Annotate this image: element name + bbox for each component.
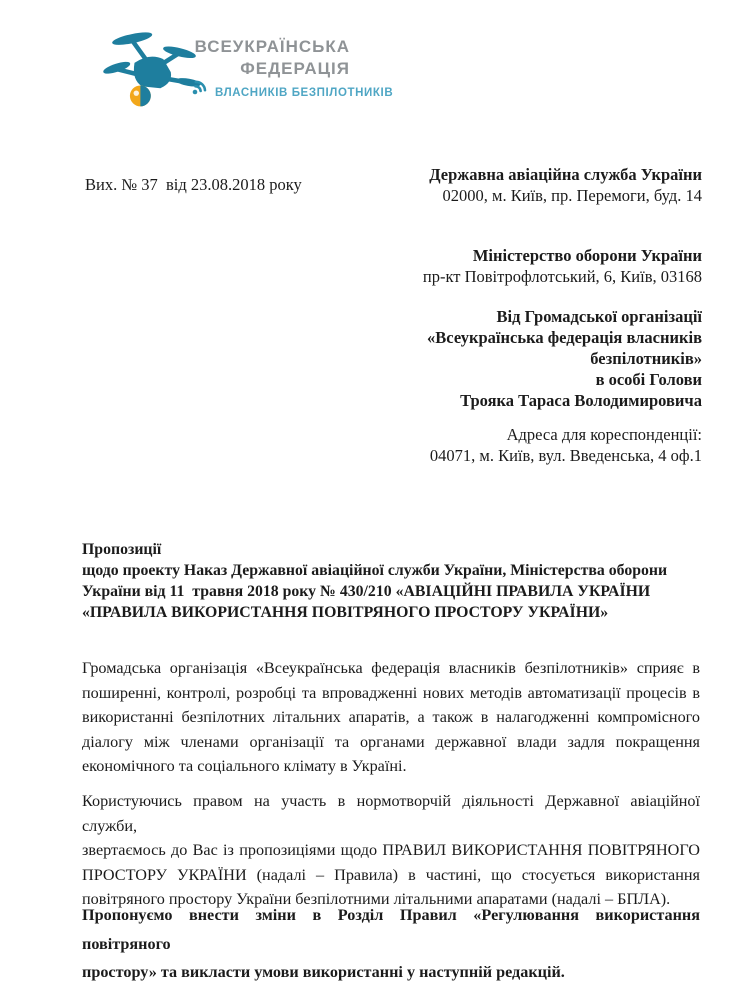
logo-text: [188, 36, 394, 99]
subject-heading: [82, 539, 667, 623]
recipient-name: Державна авіаційна служба України: [429, 165, 702, 184]
recipient-ministry-defense: [282, 245, 702, 287]
body-paragraph-3: [82, 901, 700, 987]
paragraph-line: повітряного простору України безпілотними літальними апаратами (надалі – БПЛА).: [82, 890, 671, 908]
paragraph-line: поширенні, контролі, розробці та впровадженні нових методів автоматизації процесів в: [82, 683, 700, 702]
subject-line-4: «ПРАВИЛА ВИКОРИСТАННЯ ПОВІТРЯНОГО ПРОСТОРУ УКРАЇНИ»: [82, 604, 609, 621]
wifi-signal-icon: [188, 73, 214, 97]
outgoing-reference: Вих. № 37 від 23.08.2018 року: [85, 175, 302, 194]
correspondence-label: Адреса для кореспонденції:: [506, 425, 702, 444]
correspondence-address: [282, 424, 702, 466]
logo-title-line1: ВСЕУКРАЇНСЬКА: [194, 37, 350, 56]
sender-line: в особі Голови: [595, 370, 702, 389]
sender-line: Від Громадської організації: [496, 307, 702, 326]
recipient-address: пр-кт Повітрофлотський, 6, Київ, 03168: [422, 267, 702, 286]
paragraph-line: Пропонуємо внести зміни в Розділ Правил «Регулювання використання повітряного: [82, 906, 700, 953]
correspondence-value: 04071, м. Київ, вул. Введенська, 4 оф.1: [429, 446, 702, 465]
paragraph-line: використанні безпілотних літальних апаратів, а також в налагодженні компромісного: [82, 708, 700, 726]
body-paragraph-1: [82, 656, 700, 779]
recipients-block: [282, 164, 702, 466]
paragraph-line: Громадська організація «Всеукраїнська федерація власників безпілотників» сприяє в: [82, 659, 700, 677]
paragraph-line: ПРОСТОРУ УКРАЇНИ (надалі – Правила) в частині, що стосується використання: [82, 865, 700, 884]
paragraph-line: простору» та викласти умови використанні у наступній редакцій.: [82, 963, 565, 981]
paragraph-line: звертаємось до Вас із пропозиціями щодо ПРАВИЛ ВИКОРИСТАННЯ ПОВІТРЯНОГО: [82, 841, 700, 859]
subject-line-2: щодо проекту Наказ Державної авіаційної служби України, Міністерства оборони: [82, 562, 668, 579]
subject-line-1: Пропозиції: [82, 541, 162, 558]
paragraph-line: економічного та соціального клімату в Україні.: [82, 757, 407, 775]
logo-subtitle: ВЛАСНИКІВ БЕЗПІЛОТНИКІВ: [215, 87, 394, 99]
recipient-name: Міністерство оборони України: [472, 246, 702, 265]
body-paragraph-2: [82, 789, 700, 912]
sender-line: Трояка Тараса Володимировича: [460, 391, 702, 410]
paragraph-line: Користуючись правом на участь в нормотворчій діяльності Державної авіаційної служби,: [82, 792, 700, 835]
logo-title-line2: ФЕДЕРАЦІЯ: [240, 59, 350, 78]
recipient-aviation-service: [282, 164, 702, 206]
recipient-address: 02000, м. Київ, пр. Перемоги, буд. 14: [442, 186, 702, 205]
org-logo: [104, 26, 394, 118]
paragraph-line: діалогу між членами організації та органами державної влади задля покращення: [82, 732, 700, 751]
sender-line: безпілотників»: [590, 349, 702, 368]
subject-line-3: України від 11 травня 2018 року № 430/210 «АВІАЦІЙНІ ПРАВИЛА УКРАЇНИ: [82, 583, 651, 600]
sender-line: «Всеукраїнська федерація власників: [427, 328, 702, 347]
sender-organization: [282, 306, 702, 411]
